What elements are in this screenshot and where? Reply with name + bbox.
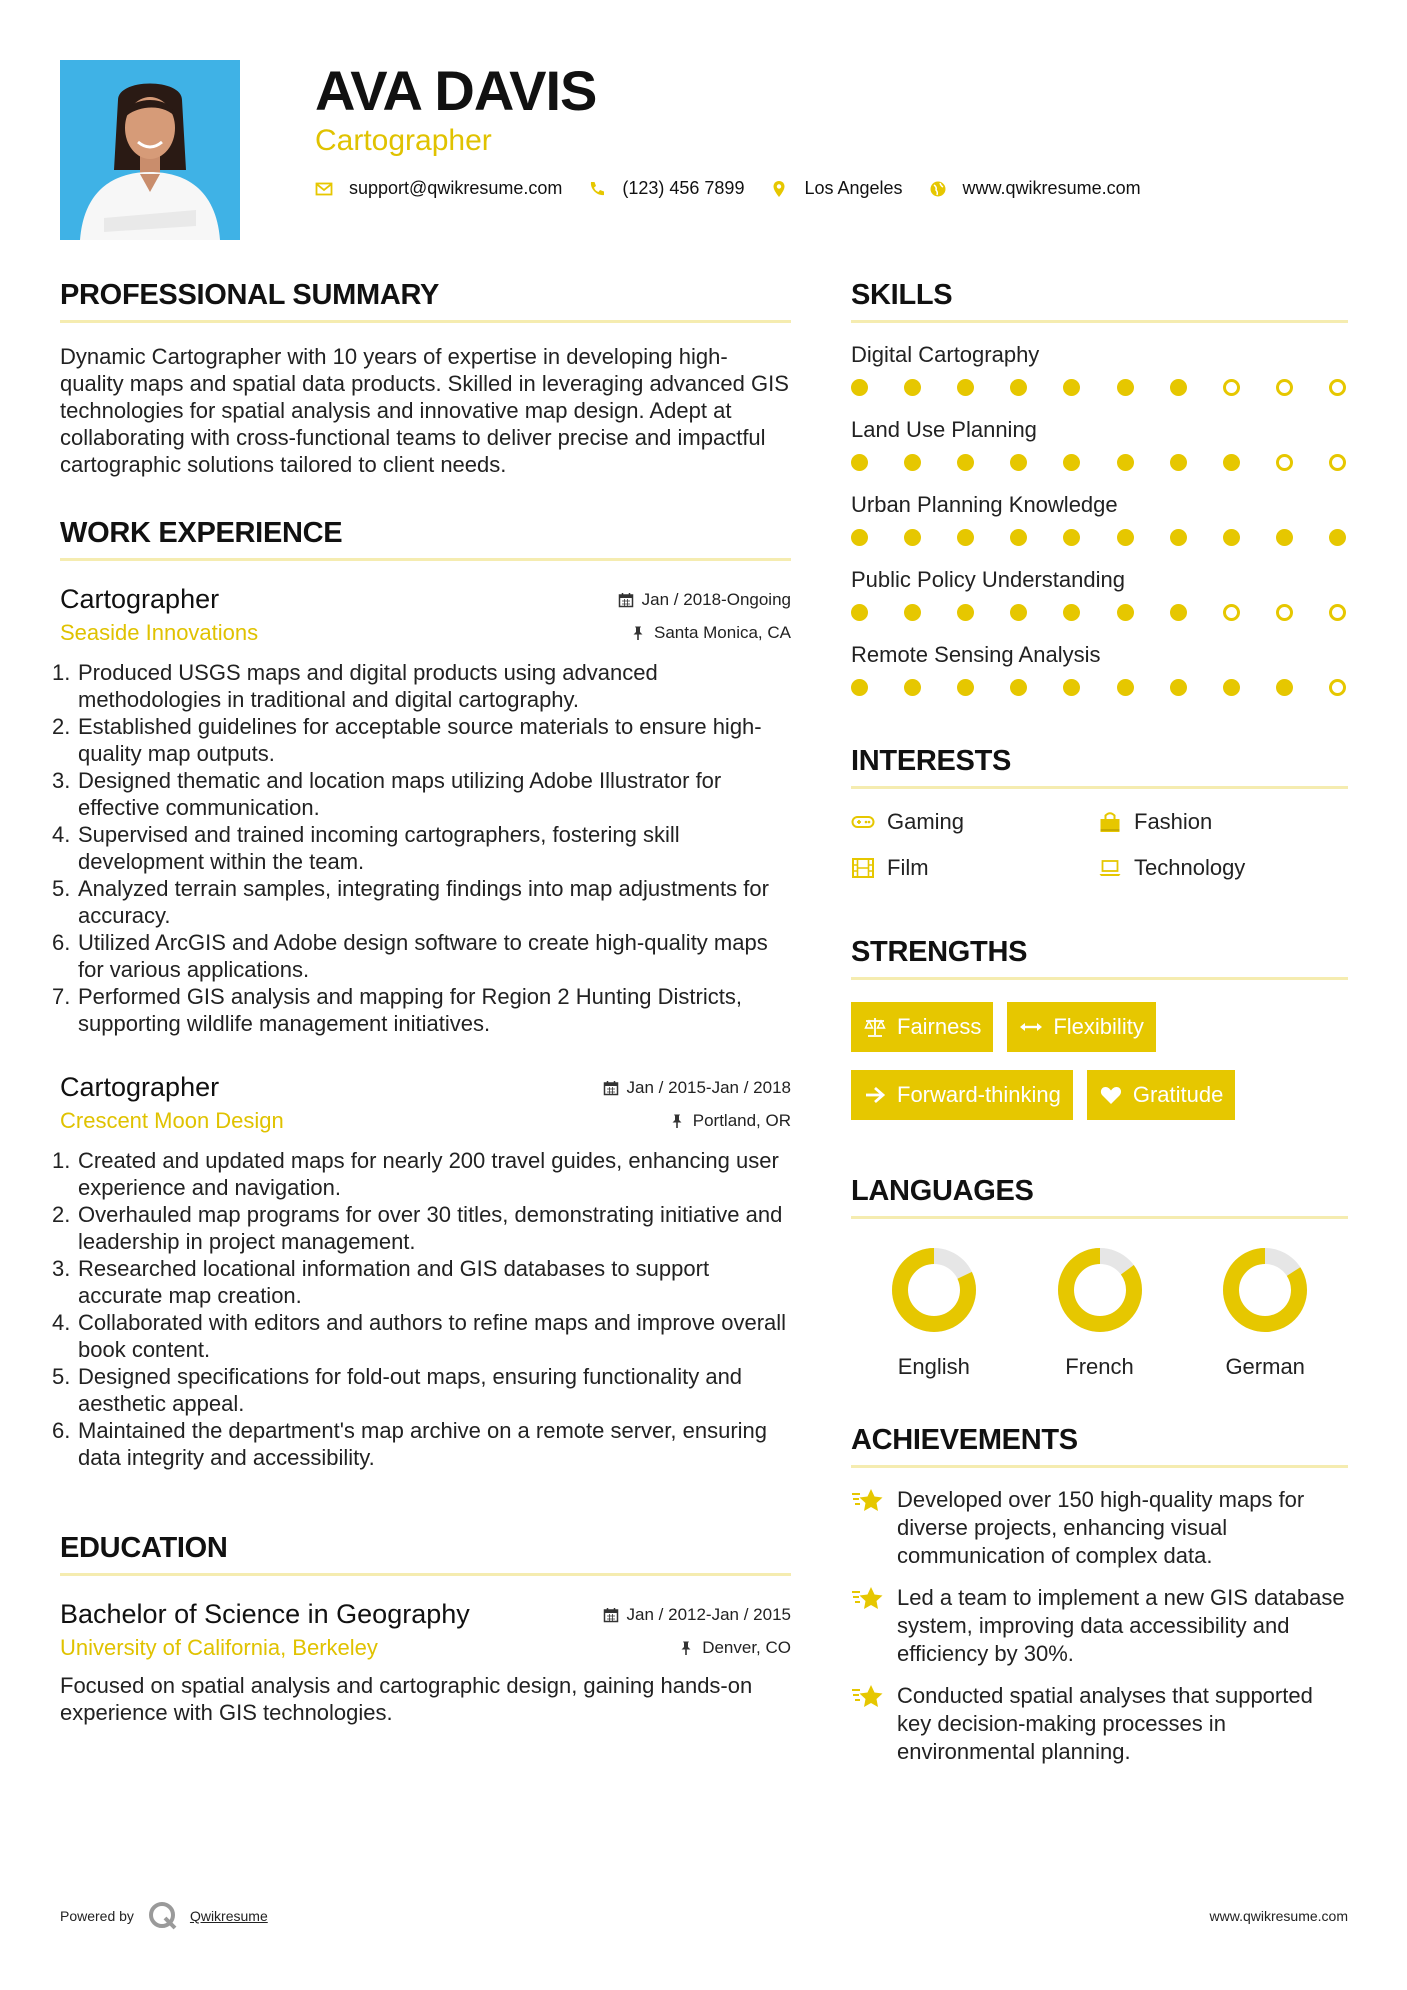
rating-dot-filled [1223,529,1240,546]
rating-dot-filled [1063,679,1080,696]
rating-dot-filled [957,529,974,546]
languages-heading: LANGUAGES [851,1175,1034,1207]
list-item: 4. Supervised and trained incoming cartographers, fostering skill development within the team. [52,822,680,874]
arrow-right-icon [863,1083,887,1107]
language-donut [1220,1245,1310,1335]
rating-dot-filled [1329,529,1346,546]
rating-dot-filled [957,604,974,621]
language-donut [1055,1245,1145,1335]
summary-section [60,278,791,478]
rating-dot-filled [1010,604,1027,621]
interest-item: Fashion [1098,807,1348,837]
laptop-icon [1098,856,1122,880]
skill-item [851,341,1348,396]
rating-dot-empty [1329,379,1346,396]
left-column [52,278,791,1726]
skills-heading: SKILLS [851,279,953,311]
rating-dot-filled [1223,679,1240,696]
star-icon [851,1486,885,1516]
rating-dot-filled [1170,379,1187,396]
education-location [678,1638,791,1658]
experience-divider [60,558,791,561]
skills-list [851,341,1348,696]
strength-tag: Fairness [851,1002,993,1052]
job-dates-text: Jan / 2015-Jan / 2018 [626,1078,791,1097]
list-item: 6. Maintained the department's map archive on a remote server, ensuring data integrity and accessibility. [52,1418,768,1470]
rating-dot-empty [1276,604,1293,621]
contact-location [770,178,902,199]
pushpin-icon [630,625,646,641]
rating-dot-filled [1063,529,1080,546]
achievements-section [851,1423,1348,1766]
contact-phone[interactable] [588,178,744,199]
skill-rating [851,454,1348,471]
skill-name: Remote Sensing Analysis [851,642,1101,667]
interest-item: Film [851,853,1098,883]
skill-name: Public Policy Understanding [851,567,1125,592]
globe-icon [929,180,947,198]
language-item [1182,1245,1348,1381]
job-location [630,623,791,643]
language-name: French [1065,1354,1134,1379]
rating-dot-filled [904,379,921,396]
skill-rating [851,379,1348,396]
list-item: 7. Performed GIS analysis and mapping for Region 2 Hunting Districts, supporting wildlife management initiatives. [52,984,742,1036]
list-item: 4. Collaborated with editors and authors to refine maps and improve overall book content. [52,1310,787,1362]
list-item: 1. Produced USGS maps and digital products using advanced methodologies in traditional and digital cartography. [52,660,658,712]
achievements-divider [851,1465,1348,1468]
job-title: Cartographer [60,1072,220,1102]
job-duties [52,1147,791,1471]
degree-title: Bachelor of Science in Geography [60,1599,470,1629]
rating-dot-filled [1063,604,1080,621]
skill-rating [851,529,1348,546]
balance-scale-icon [863,1015,887,1039]
rating-dot-filled [1117,679,1134,696]
rating-dot-filled [1170,604,1187,621]
job-duties [52,659,791,1037]
interests-divider [851,786,1348,789]
rating-dot-filled [904,529,921,546]
contact-bar [315,178,1167,199]
rating-dot-filled [851,454,868,471]
powered-by-label: Powered by [60,1908,134,1924]
job-dates [603,1078,791,1098]
education-dates [603,1605,791,1625]
rating-dot-filled [957,454,974,471]
language-item [851,1245,1017,1381]
interests-section [851,744,1348,883]
map-marker-icon [770,180,788,198]
contact-website-text: www.qwikresume.com [962,178,1141,198]
rating-dot-filled [1170,529,1187,546]
education-divider [60,1573,791,1576]
contact-location-text: Los Angeles [804,178,903,198]
job-entry [52,1071,791,1471]
education-description: Focused on spatial analysis and cartographic design, gaining hands-on experience with GIS technologies. [60,1673,753,1725]
strength-tag: Flexibility [1007,1002,1155,1052]
school-name: University of California, Berkeley [60,1635,378,1660]
skill-name: Digital Cartography [851,342,1040,367]
rating-dot-filled [1010,454,1027,471]
calendar-icon [603,1080,619,1096]
list-item: 5. Designed specifications for fold-out maps, ensuring functionality and aesthetic appeal. [52,1364,743,1416]
education-location-text: Denver, CO [702,1638,791,1657]
company-name: Seaside Innovations [60,620,259,645]
rating-dot-filled [957,679,974,696]
envelope-icon [315,180,333,198]
footer-url[interactable]: www.qwikresume.com [1209,1908,1348,1924]
rating-dot-filled [1010,679,1027,696]
rating-dot-empty [1329,604,1346,621]
candidate-name: AVA DAVIS [315,59,597,122]
phone-icon [588,180,606,198]
rating-dot-filled [851,529,868,546]
rating-dot-filled [904,679,921,696]
education-heading: EDUCATION [60,1532,228,1564]
languages-list [851,1245,1348,1381]
rating-dot-empty [1223,604,1240,621]
skill-item [851,416,1348,471]
rating-dot-filled [1170,679,1187,696]
language-name: German [1225,1354,1305,1379]
skills-section [851,278,1348,696]
page-footer [60,1896,1348,1936]
skill-rating [851,679,1348,696]
interests-heading: INTERESTS [851,745,1012,777]
company-name: Crescent Moon Design [60,1108,284,1133]
summary-heading: PROFESSIONAL SUMMARY [60,279,440,311]
rating-dot-filled [1117,529,1134,546]
strengths-section [851,935,1348,1138]
profile-photo [60,60,240,240]
list-item: 3. Researched locational information and GIS databases to support accurate map creation. [52,1256,710,1308]
rating-dot-filled [1117,379,1134,396]
achievements-list [851,1486,1348,1766]
job-entry [52,583,791,1037]
interests-grid [851,807,1348,883]
strength-tag: Forward-thinking [851,1070,1073,1120]
strengths-tags [851,1002,1348,1138]
list-item: 1. Created and updated maps for nearly 200 travel guides, enhancing user experience and navigation. [52,1148,779,1200]
qwikresume-logo-icon [146,1899,180,1933]
rating-dot-empty [1329,679,1346,696]
languages-section [851,1174,1348,1381]
strengths-heading: STRENGTHS [851,936,1028,968]
rating-dot-filled [957,379,974,396]
language-donut [889,1245,979,1335]
rating-dot-filled [1170,454,1187,471]
list-item: 6. Utilized ArcGIS and Adobe design software to create high-quality maps for various applications. [52,930,768,982]
skill-item [851,491,1348,546]
pushpin-icon [678,1640,694,1656]
candidate-role: Cartographer [315,124,492,157]
job-title: Cartographer [60,584,220,614]
list-item: 2. Overhauled map programs for over 30 titles, demonstrating initiative and leadership in project management. [52,1202,783,1254]
contact-phone-text: (123) 456 7899 [622,178,745,198]
strengths-divider [851,977,1348,980]
list-item: 2. Established guidelines for acceptable source materials to ensure high-quality map outputs. [52,714,762,766]
job-location-text: Portland, OR [692,1111,791,1130]
strength-tag: Gratitude [1087,1070,1236,1120]
calendar-icon [603,1607,619,1623]
pushpin-icon [669,1113,685,1129]
rating-dot-filled [1063,454,1080,471]
achievements-heading: ACHIEVEMENTS [851,1424,1078,1456]
rating-dot-filled [1276,529,1293,546]
language-item [1017,1245,1183,1381]
heart-icon [1099,1083,1123,1107]
achievement-item: Led a team to implement a new GIS database system, improving data accessibility and efficiency by 30%. [851,1584,1348,1668]
rating-dot-filled [1117,604,1134,621]
profile-photo-illustration [60,60,240,240]
contact-email-text: support@qwikresume.com [349,178,563,198]
qwikresume-link[interactable]: Qwikresume [189,1908,268,1924]
gamepad-icon [851,810,875,834]
rating-dot-filled [1276,679,1293,696]
education-section [60,1531,791,1726]
experience-heading: WORK EXPERIENCE [60,517,343,549]
languages-divider [851,1216,1348,1219]
contact-website[interactable] [929,178,1141,199]
rating-dot-filled [851,679,868,696]
job-location [669,1111,791,1131]
rating-dot-filled [1223,454,1240,471]
summary-text: Dynamic Cartographer with 10 years of expertise in developing high-quality maps and spatial data products. Skilled in leveraging advanced GIS technologies for spatial analysis and innovative map design. Adept at collaborating with cross-functional teams to deliver precise and impactful cartographic solutions tailored to client needs. [60,344,789,477]
rating-dot-empty [1276,379,1293,396]
star-icon [851,1584,885,1614]
skill-name: Land Use Planning [851,417,1037,442]
skills-divider [851,320,1348,323]
achievement-item: Conducted spatial analyses that supported key decision-making processes in environmental planning. [851,1682,1348,1766]
film-icon [851,856,875,880]
rating-dot-filled [1010,529,1027,546]
powered-by [60,1899,268,1933]
skill-item [851,641,1348,696]
rating-dot-filled [851,379,868,396]
achievement-item: Developed over 150 high-quality maps for diverse projects, enhancing visual communication of complex data. [851,1486,1348,1570]
list-item: 3. Designed thematic and location maps utilizing Adobe Illustrator for effective communication. [52,768,722,820]
rating-dot-filled [904,604,921,621]
education-dates-text: Jan / 2012-Jan / 2015 [626,1605,791,1624]
skill-rating [851,604,1348,621]
star-icon [851,1682,885,1712]
interest-item: Technology [1098,853,1348,883]
calendar-icon [618,592,634,608]
list-item: 5. Analyzed terrain samples, integrating findings into map adjustments for accuracy. [52,876,769,928]
rating-dot-filled [1010,379,1027,396]
skill-name: Urban Planning Knowledge [851,492,1118,517]
rating-dot-filled [904,454,921,471]
rating-dot-empty [1329,454,1346,471]
education-entry [60,1598,791,1726]
rating-dot-filled [851,604,868,621]
right-column [851,278,1348,1780]
contact-email[interactable] [315,178,562,199]
rating-dot-filled [1063,379,1080,396]
job-dates [618,590,791,610]
rating-dot-empty [1276,454,1293,471]
rating-dot-empty [1223,379,1240,396]
job-location-text: Santa Monica, CA [653,623,791,642]
summary-divider [60,320,791,323]
interest-item: Gaming [851,807,1098,837]
job-dates-text: Jan / 2018-Ongoing [641,590,791,609]
rating-dot-filled [1117,454,1134,471]
skill-item [851,566,1348,621]
shopping-bag-icon [1098,810,1122,834]
arrows-h-icon [1019,1015,1043,1039]
experience-section [52,516,791,1471]
language-name: English [897,1354,970,1379]
